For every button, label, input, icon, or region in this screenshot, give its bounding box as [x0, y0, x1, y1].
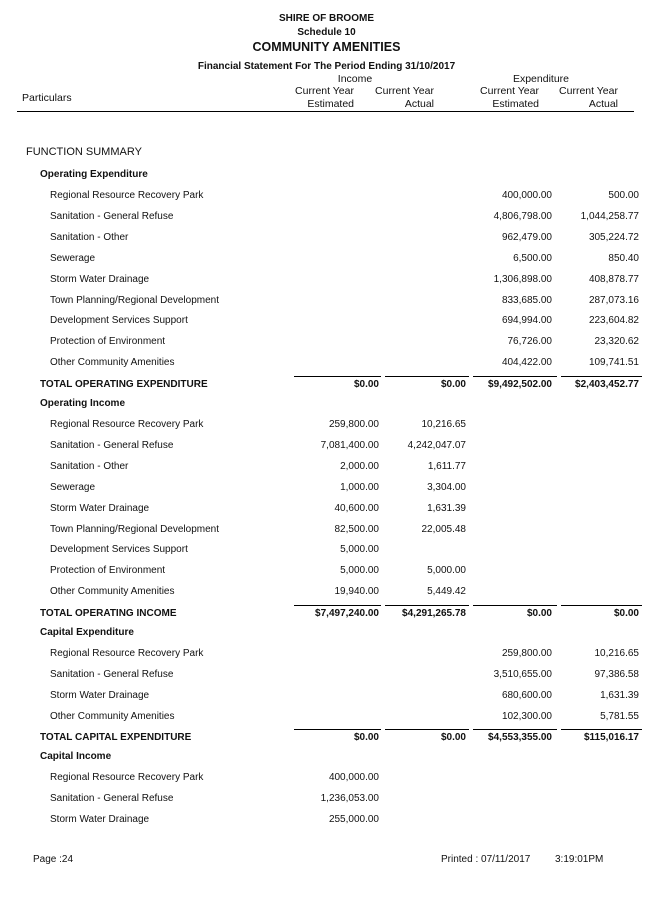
row-label: Other Community Amenities [50, 586, 175, 598]
total-rule [294, 605, 381, 606]
row-value-v4: 23,320.62 [594, 336, 639, 348]
row-label: Regional Resource Recovery Park [50, 772, 204, 783]
table-row [0, 190, 653, 204]
total-rule [561, 605, 642, 606]
row-value-v4: 305,224.72 [588, 231, 639, 243]
total-value-v1: $0.00 [353, 732, 379, 743]
row-value-v3: 694,994.00 [501, 315, 552, 327]
col-header-line: Estimated [307, 98, 354, 110]
table-row [0, 565, 653, 579]
row-value-v2: 22,005.48 [421, 523, 466, 535]
row-value-v3: 680,600.00 [501, 689, 552, 701]
col-income-estimated-header [295, 85, 354, 111]
col-header-line: Actual [404, 98, 434, 110]
col-expenditure-actual-header [559, 85, 618, 111]
table-row [0, 419, 653, 433]
table-row [0, 544, 653, 558]
total-row [0, 608, 653, 622]
row-value-v1: 5,000.00 [340, 544, 379, 556]
page-number: Page :24 [33, 854, 74, 865]
row-value-v1: 1,236,053.00 [320, 792, 379, 804]
table-row [0, 461, 653, 475]
row-label: Sewerage [50, 252, 96, 264]
row-label: Regional Resource Recovery Park [50, 419, 204, 430]
total-label: TOTAL OPERATING INCOME [40, 608, 177, 619]
total-value-v4: $2,403,452.77 [575, 379, 639, 390]
row-value-v1: 259,800.00 [328, 419, 379, 430]
row-value-v2: 4,242,047.07 [407, 439, 466, 451]
row-label: Protection of Environment [50, 336, 166, 348]
expenditure-group-header: Expenditure [512, 73, 570, 85]
org-name: SHIRE OF BROOME [278, 13, 374, 24]
table-row [0, 711, 653, 725]
col-expenditure-estimated-header [480, 85, 539, 111]
row-label: Town Planning/Regional Development [50, 294, 219, 306]
total-rule [385, 605, 469, 606]
row-value-v4: 109,741.51 [588, 357, 639, 369]
row-value-v4: 97,386.58 [594, 668, 639, 680]
total-value-v1: $0.00 [353, 379, 379, 390]
row-value-v4: 1,044,258.77 [580, 210, 639, 222]
printed-date: Printed : 07/11/2017 [441, 854, 531, 865]
table-row [0, 586, 653, 600]
table-row [0, 793, 653, 807]
row-label: Storm Water Drainage [50, 689, 150, 701]
total-value-v2: $0.00 [440, 379, 466, 390]
row-value-v1: 7,081,400.00 [320, 439, 379, 451]
row-value-v3: 3,510,655.00 [493, 668, 552, 680]
row-label: Development Services Support [50, 315, 188, 327]
particulars-header: Particulars [22, 92, 72, 104]
page-title: COMMUNITY AMENITIES [252, 40, 401, 54]
table-row [0, 357, 653, 371]
row-label: Sanitation - Other [50, 460, 129, 472]
section-heading [0, 398, 653, 412]
row-value-v3: 4,806,798.00 [493, 210, 552, 222]
table-row [0, 814, 653, 828]
row-value-v2: 10,216.65 [421, 419, 466, 430]
printed-time: 3:19:01PM [555, 854, 604, 865]
row-value-v1: 19,940.00 [334, 586, 379, 598]
row-value-v1: 5,000.00 [340, 565, 379, 577]
table-row [0, 772, 653, 786]
table-row [0, 524, 653, 538]
table-row [0, 690, 653, 704]
row-label: Sanitation - Other [50, 231, 129, 243]
row-value-v4: 408,878.77 [588, 273, 639, 285]
table-row [0, 503, 653, 517]
row-value-v3: 76,726.00 [507, 336, 552, 348]
total-row [0, 379, 653, 393]
table-row [0, 336, 653, 350]
row-value-v1: 255,000.00 [328, 813, 379, 825]
total-label: TOTAL OPERATING EXPENDITURE [40, 379, 208, 390]
table-row [0, 253, 653, 267]
col-header-line: Current Year [559, 85, 618, 97]
row-value-v1: 1,000.00 [340, 481, 379, 493]
row-value-v2: 1,611.77 [427, 460, 466, 472]
table-row [0, 440, 653, 454]
row-value-v3: 400,000.00 [501, 190, 552, 201]
row-label: Storm Water Drainage [50, 813, 150, 825]
header-rule [17, 111, 634, 112]
section-title: Capital Income [40, 751, 112, 762]
total-label: TOTAL CAPITAL EXPENDITURE [40, 732, 192, 743]
table-row [0, 482, 653, 496]
table-row [0, 274, 653, 288]
row-label: Storm Water Drainage [50, 273, 150, 285]
row-value-v3: 962,479.00 [501, 231, 552, 243]
table-row [0, 232, 653, 246]
row-label: Regional Resource Recovery Park [50, 648, 204, 659]
col-header-line: Current Year [375, 85, 434, 97]
row-value-v4: 500.00 [608, 190, 639, 201]
row-label: Protection of Environment [50, 565, 166, 577]
table-row [0, 211, 653, 225]
row-value-v3: 259,800.00 [501, 648, 552, 659]
section-title: Capital Expenditure [40, 627, 134, 638]
row-value-v2: 1,631.39 [427, 502, 466, 514]
row-label: Regional Resource Recovery Park [50, 190, 204, 201]
row-value-v2: 3,304.00 [427, 481, 466, 493]
row-value-v3: 833,685.00 [501, 294, 552, 306]
row-label: Town Planning/Regional Development [50, 523, 219, 535]
row-label: Sanitation - General Refuse [50, 210, 174, 222]
table-row [0, 669, 653, 683]
row-value-v3: 404,422.00 [501, 357, 552, 369]
total-rule [294, 376, 381, 377]
total-value-v3: $9,492,502.00 [488, 379, 552, 390]
row-value-v4: 5,781.55 [600, 710, 639, 722]
row-label: Sewerage [50, 481, 96, 493]
section-heading [0, 751, 653, 765]
function-summary-heading: FUNCTION SUMMARY [26, 146, 142, 158]
total-rule [473, 729, 557, 730]
row-label: Development Services Support [50, 544, 188, 556]
row-value-v1: 40,600.00 [334, 502, 379, 514]
table-row [0, 315, 653, 329]
section-title: Operating Expenditure [40, 169, 148, 180]
income-group-header: Income [337, 73, 373, 85]
total-value-v2: $4,291,265.78 [402, 608, 466, 619]
col-header-line: Current Year [480, 85, 539, 97]
section-title: Operating Income [40, 398, 126, 409]
row-value-v1: 82,500.00 [334, 523, 379, 535]
row-label: Storm Water Drainage [50, 502, 150, 514]
total-rule [473, 376, 557, 377]
section-heading [0, 627, 653, 641]
row-label: Other Community Amenities [50, 710, 175, 722]
total-rule [385, 729, 469, 730]
table-row [0, 295, 653, 309]
row-label: Sanitation - General Refuse [50, 792, 174, 804]
row-label: Other Community Amenities [50, 357, 175, 369]
total-value-v4: $0.00 [613, 608, 639, 619]
row-label: Sanitation - General Refuse [50, 668, 174, 680]
col-header-line: Actual [588, 98, 618, 110]
row-value-v4: 287,073.16 [588, 294, 639, 306]
total-value-v4: $115,016.17 [583, 732, 639, 743]
total-value-v3: $4,553,355.00 [488, 732, 552, 743]
col-header-line: Estimated [492, 98, 539, 110]
row-value-v3: 6,500.00 [513, 252, 552, 264]
table-row [0, 648, 653, 662]
total-value-v1: $7,497,240.00 [315, 608, 379, 619]
row-value-v2: 5,449.42 [427, 586, 466, 598]
row-value-v4: 223,604.82 [588, 315, 639, 327]
total-value-v3: $0.00 [526, 608, 552, 619]
row-value-v3: 102,300.00 [501, 710, 552, 722]
total-rule [294, 729, 381, 730]
schedule-label: Schedule 10 [297, 27, 356, 38]
row-value-v4: 10,216.65 [594, 648, 639, 659]
col-income-actual-header [375, 85, 434, 111]
section-heading [0, 169, 653, 183]
total-rule [473, 605, 557, 606]
row-value-v1: 400,000.00 [328, 772, 379, 783]
row-value-v2: 5,000.00 [427, 565, 466, 577]
row-value-v4: 850.40 [608, 252, 639, 264]
row-value-v3: 1,306,898.00 [493, 273, 552, 285]
row-value-v4: 1,631.39 [600, 689, 639, 701]
total-rule [561, 376, 642, 377]
row-value-v1: 2,000.00 [340, 460, 379, 472]
total-row [0, 732, 653, 746]
total-rule [561, 729, 642, 730]
row-label: Sanitation - General Refuse [50, 439, 174, 451]
total-rule [385, 376, 469, 377]
statement-subtitle: Financial Statement For The Period Ending 31/10/2017 [197, 61, 456, 72]
total-value-v2: $0.00 [440, 732, 466, 743]
col-header-line: Current Year [295, 85, 354, 97]
